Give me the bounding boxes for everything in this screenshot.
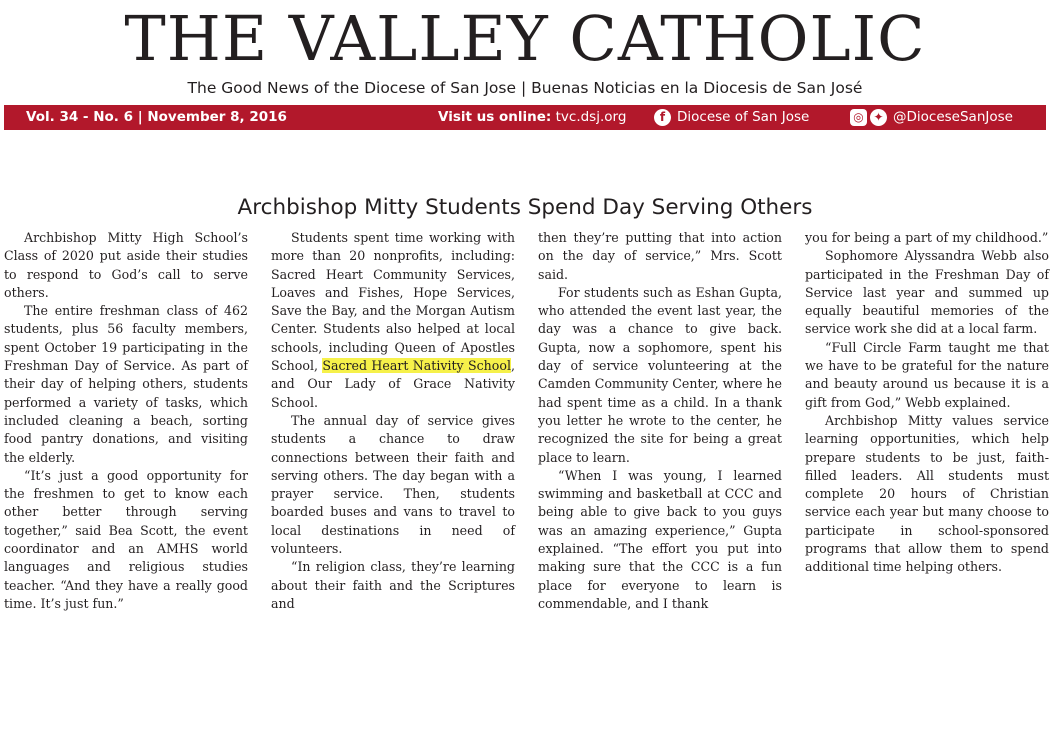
visit-label: Visit us online:: [438, 109, 552, 125]
masthead-tagline: The Good News of the Diocese of San Jose | Buenas Noticias en la Diocesis de San José: [187, 79, 863, 97]
facebook-label: Diocese of San Jose: [677, 109, 810, 125]
social-handle: @DioceseSanJose: [893, 109, 1013, 125]
highlighted-text: Sacred Heart Nativity School: [322, 358, 511, 374]
paragraph-text: , and Our Lady of Grace Nativity School.: [271, 358, 515, 410]
paragraph: The entire freshman class of 462 students, plus 56 faculty members, spent October 19 participating in the Freshman Day of Service. As part of their day of helping others, students performed a variety of tasks, which included cleaning a beach, sorting food pantry donations, and visiting the elderly.: [4, 303, 248, 465]
issue-bar: [4, 105, 1046, 130]
website-link[interactable]: tvc.dsj.org: [555, 109, 627, 125]
social-handle-link[interactable]: [850, 105, 1013, 130]
instagram-icon: ◎: [850, 109, 867, 126]
facebook-link[interactable]: [654, 105, 809, 130]
article-headline: Archbishop Mitty Students Spend Day Serving Others: [237, 195, 813, 220]
facebook-icon: f: [654, 109, 671, 126]
visit-online: [438, 105, 626, 130]
paragraph: “When I was young, I learned swimming and basketball at CCC and being able to give back to you guys was an amazing experience,” Gupta explained. “The effort you put into making sure that the CCC is a fun place for everyone to learn is commendable, and I thank: [538, 467, 782, 611]
paragraph: Archbishop Mitty High School’s Class of 2020 put aside their studies to respond to God’s call to serve others.: [4, 230, 248, 300]
paragraph: For students such as Eshan Gupta, who attended the event last year, the day was a chance to give back. Gupta, now a sophomore, spent his day of service volunteering at the Camden Community Center, where he had spent time as a child. In a thank you letter he wrote to the center, he recognized the site for being a great place to learn.: [538, 284, 782, 465]
paragraph: then they’re putting that into action on the day of service,” Mrs. Scott said.: [538, 230, 782, 282]
article-column-3: [538, 229, 782, 613]
paragraph: Sophomore Alyssandra Webb also participated in the Freshman Day of Service last year and summed up equally beautiful memories of the service work she did at a local farm.: [805, 248, 1049, 337]
article-column-2: [271, 229, 515, 613]
paragraph: “In religion class, they’re learning about their faith and the Scriptures and: [271, 559, 515, 611]
paragraph: “Full Circle Farm taught me that we have to be grateful for the nature and beauty around us because it is a gift from God,” Webb explained.: [805, 339, 1049, 410]
paragraph: Archbishop Mitty values service learning opportunities, which help prepare students to be just, faith-filled leaders. All students must complete 20 hours of Christian service each year but many choose to participate in school-sponsored programs that allow them to spend additional time helping others.: [805, 412, 1049, 575]
article-column-4: [805, 229, 1049, 577]
paragraph-text: Students spent time working with more than 20 nonprofits, including: Sacred Heart Community Services, Loaves and Fishes, Hope Services, Save the Bay, and the Morgan Autism Center. Students also helped at local schools, including Queen of Apostles School,: [271, 230, 515, 374]
issue-info: Vol. 34 - No. 6 | November 8, 2016: [26, 109, 287, 125]
paragraph: “It’s just a good opportunity for the freshmen to get to know each other better through serving together,” said Bea Scott, the event coordinator and an AMHS world languages and religious studies teacher. “And they have a really good time. It’s just fun.”: [4, 467, 248, 611]
masthead-title: THE VALLEY CATHOLIC: [124, 2, 926, 75]
paragraph: The annual day of service gives students a chance to draw connections between their faith and serving others. The day began with a prayer service. Then, students boarded buses and vans to travel to local destinations in need of volunteers.: [271, 412, 515, 557]
article-column-1: [4, 229, 248, 613]
paragraph: you for being a part of my childhood.”: [805, 230, 1049, 245]
paragraph: [271, 229, 515, 412]
twitter-icon: ✦: [870, 109, 887, 126]
